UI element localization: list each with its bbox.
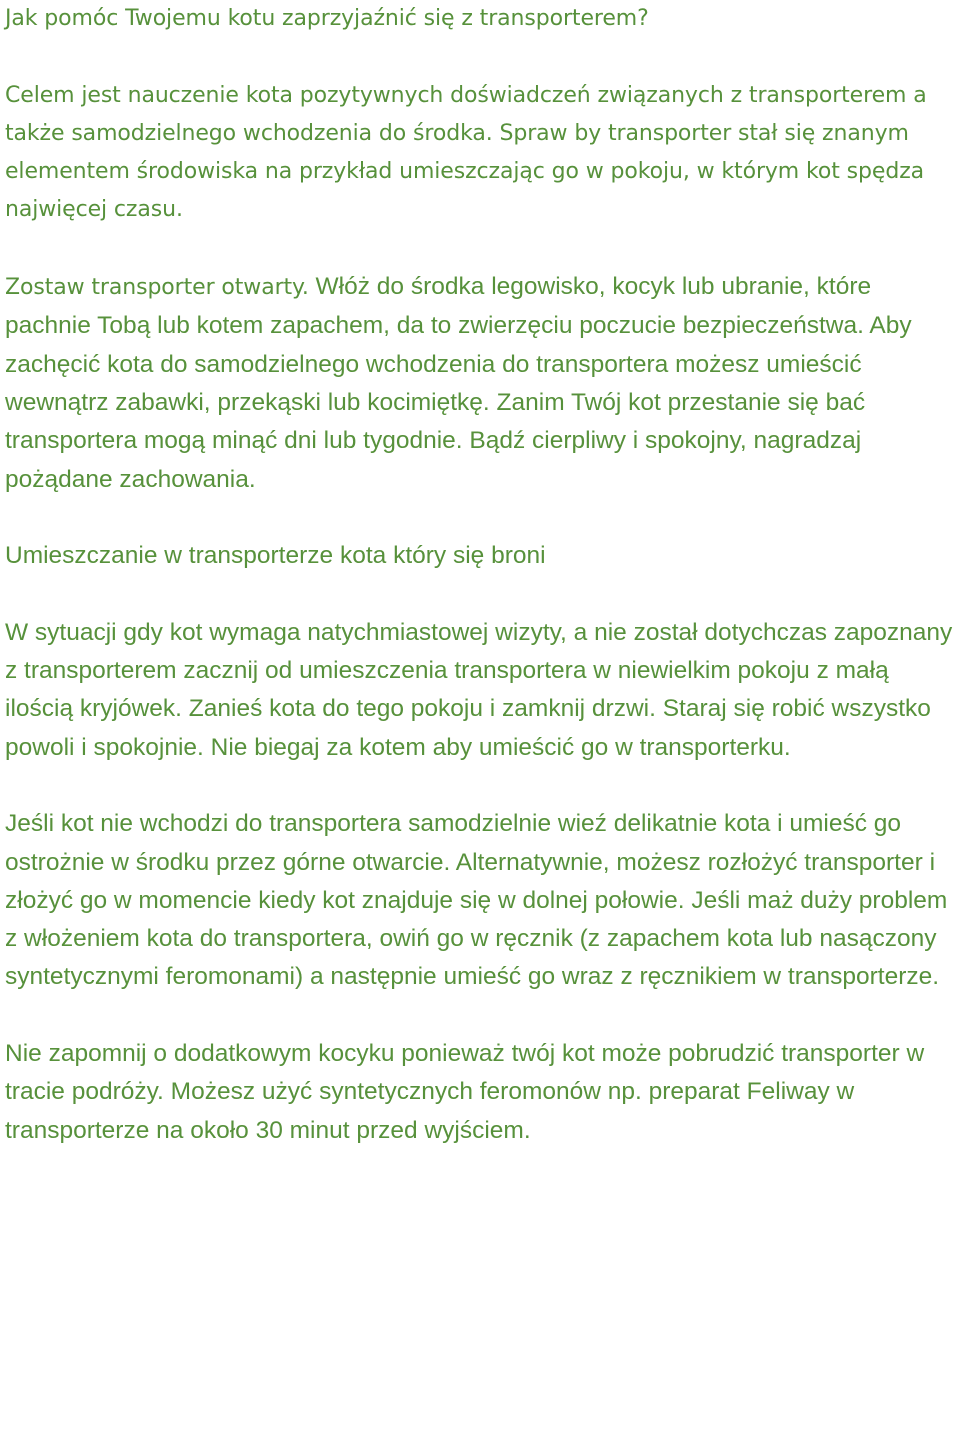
spacer <box>5 38 955 76</box>
paragraph-open-carrier-lead: Zostaw transporter otwarty. <box>5 275 309 301</box>
heading-resisting-cat: Umieszczanie w transporterze kota który się broni <box>5 542 546 570</box>
paragraph-open-carrier-rest: Włóż do środka legowisko, kocyk lub ubranie, które pachnie Tobą lub kotem zapachem, da to zwierzęciu poczucie bezpieczeństwa. Aby zachęcić kota do samodzielnego wchodzenia do transportera możesz umieścić wewnątrz zabawki, przekąski lub kocimiętkę. Zanim Twój kot przestanie się bać transportera mogą minąć dni lub tygodnie. Bądź cierpliwy i spokojny, nagradzaj pożądane zachowania. <box>5 273 912 493</box>
document-body <box>5 0 955 1150</box>
paragraph-extra-blanket: Nie zapomnij o dodatkowym kocyku ponieważ twój kot może pobrudzić transporter w tracie podróży. Możesz użyć syntetycznych feromonów np. preparat Feliway w transporterze na około 30 minut przed wyjściem. <box>5 1040 925 1144</box>
paragraph-top-opening: Jeśli kot nie wchodzi do transportera samodzielnie wieź delikatnie kota i umieść go ostrożnie w środku przez górne otwarcie. Alternatywnie, możesz rozłożyć transporter i złożyć go w momencie kiedy kot znajduje się w dolnej połowie. Jeśli maż duży problem z włożeniem kota do transportera, owiń go w ręcznik (z zapachem kota lub nasączony syntetycznymi feromonami) a następnie umieść go wraz z ręcznikiem w transporterze. <box>5 810 948 991</box>
heading-question: Jak pomóc Twojemu kotu zaprzyjaźnić się z transporterem? <box>5 6 649 31</box>
spacer <box>5 767 955 805</box>
paragraph-open-carrier <box>5 268 955 499</box>
paragraph-urgent-visit: W sytuacji gdy kot wymaga natychmiastowej wizyty, a nie został dotychczas zapoznany z transporterem zacznij od umieszczenia transportera w niewielkim pokoju z małą ilością kryjówek. Zanieś kota do tego pokoju i zamknij drzwi. Staraj się robić wszystko powoli i spokojnie. Nie biegaj za kotem aby umieścić go w transporterku. <box>5 618 953 761</box>
spacer <box>5 997 955 1035</box>
spacer <box>5 575 955 613</box>
spacer <box>5 499 955 537</box>
paragraph-goal: Celem jest nauczenie kota pozytywnych doświadczeń związanych z transporterem a także samodzielnego wchodzenia do środka. Spraw by transporter stał się znanym elementem środowiska na przykład umieszczając go w pokoju, w którym kot spędza najwięcej czasu. <box>5 82 927 223</box>
spacer <box>5 230 955 268</box>
